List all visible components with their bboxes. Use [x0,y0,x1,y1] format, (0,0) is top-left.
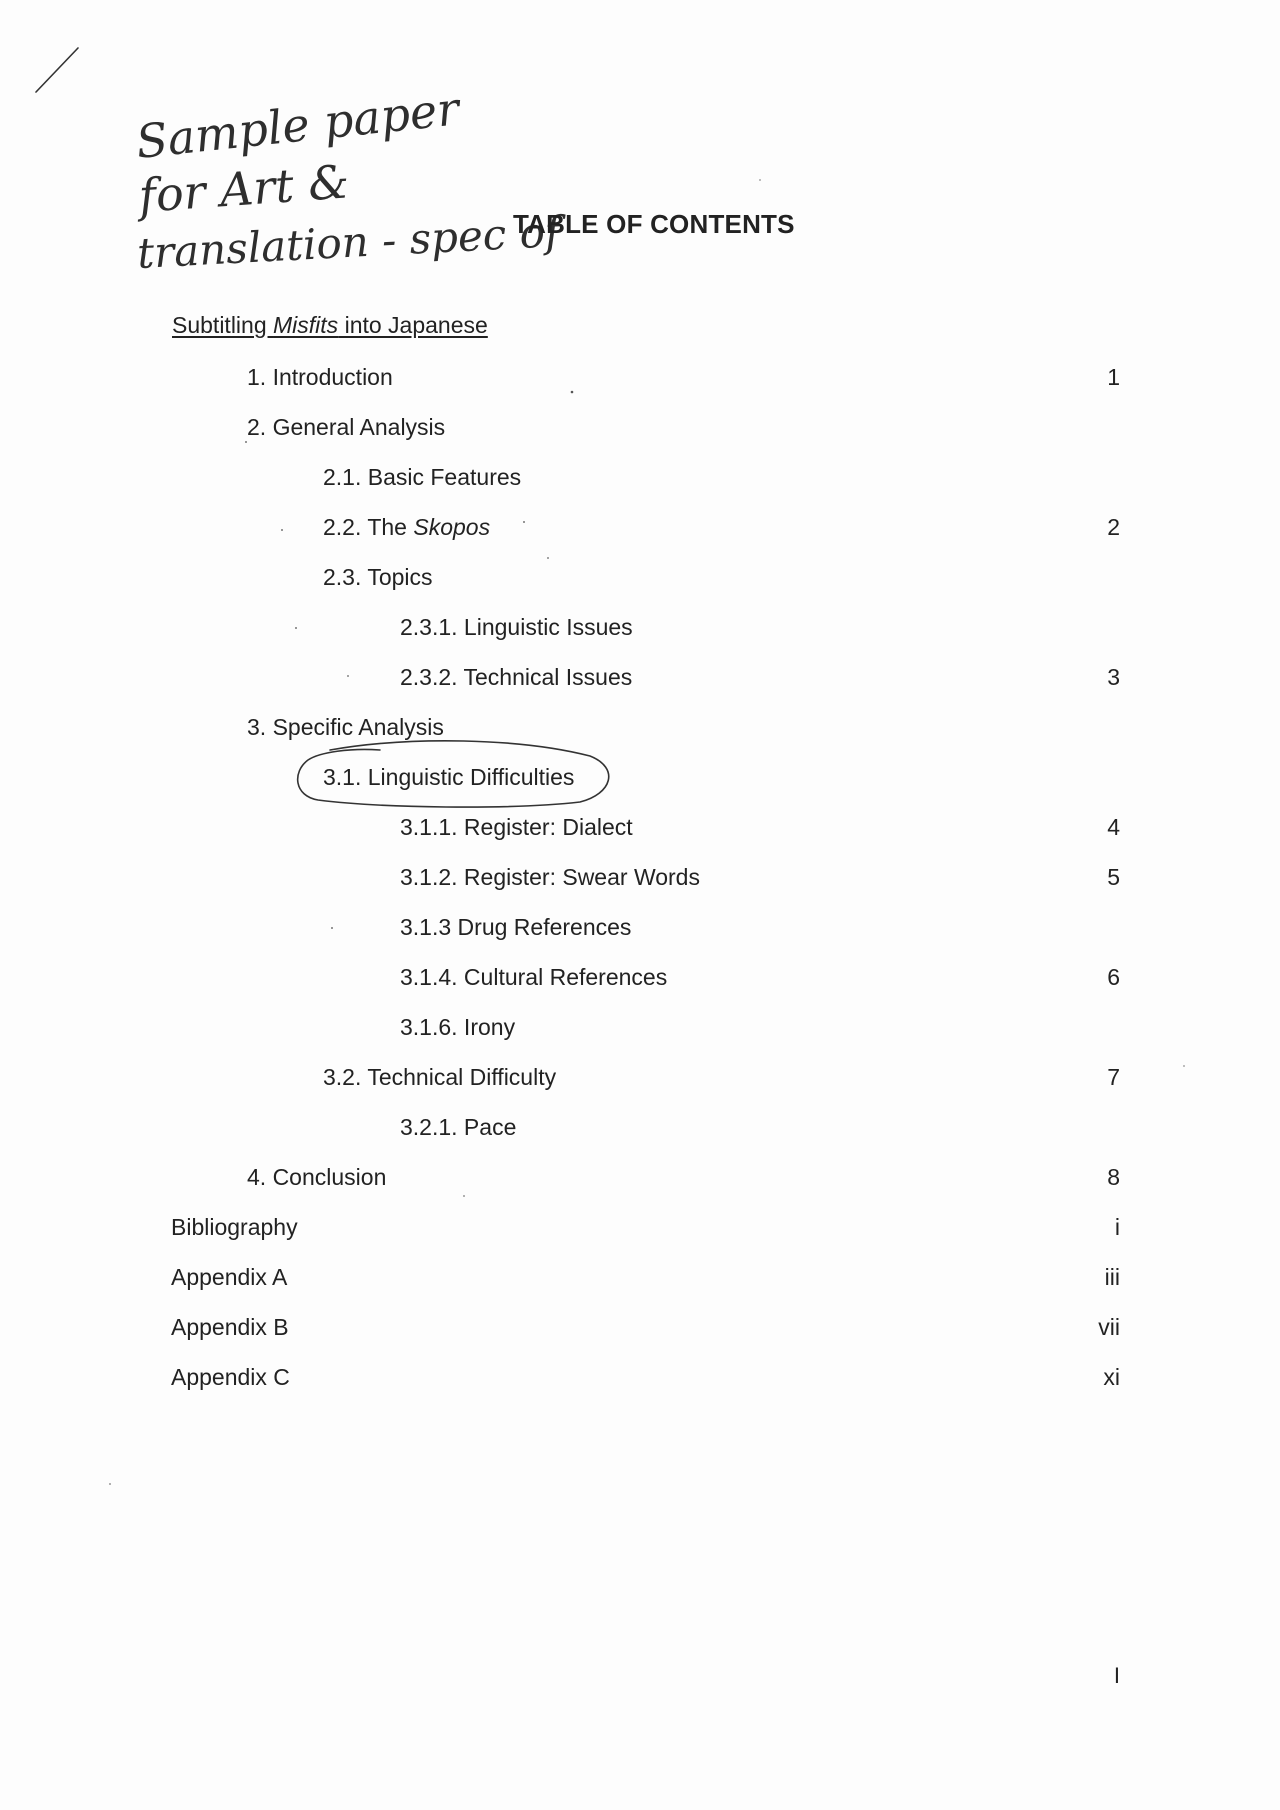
toc-entry-pace [0,1114,1280,1144]
toc-entry-label-prefix: 2.2. The [323,514,414,540]
toc-entry-linguistic-difficulties [0,764,1280,794]
toc-entry-technical-difficulty [0,1064,1280,1094]
toc-entry-drug-references [0,914,1280,944]
toc-entry-page: 7 [1107,1064,1120,1090]
document-subtitle [172,312,488,339]
toc-entry-label: 2. General Analysis [247,414,446,440]
toc-entry-label: 3.1. Linguistic Difficulties [323,764,575,790]
toc-entry-label: 3.1.1. Register: Dialect [400,814,633,840]
toc-entry-register-dialect [0,814,1280,844]
subtitle-after: into Japanese [338,312,488,338]
subtitle-before: Subtitling [172,312,274,338]
toc-entry-label: Appendix A [171,1264,288,1290]
toc-entry-technical-issues [0,664,1280,694]
toc-entry-introduction [0,364,1280,394]
subtitle-italic: Misfits [273,312,339,338]
page-title: TABLE OF CONTENTS [513,209,795,239]
toc-entry-label: 2.3.1. Linguistic Issues [400,614,633,640]
toc-entry-page: xi [1103,1364,1120,1390]
toc-entry-page: i [1114,1214,1120,1240]
toc-entry-label: 2.3. Topics [323,564,433,590]
toc-entry-label: Appendix B [171,1314,289,1340]
handwriting-line-3: translation - spec of [135,206,562,278]
toc-entry-appendix-c [0,1364,1280,1394]
toc-entry-label: 3.1.6. Irony [400,1014,516,1040]
handwritten-note [0,0,1280,320]
toc-entry-page: 6 [1107,964,1120,990]
toc-entry-conclusion [0,1164,1280,1194]
toc-entry-label: 4. Conclusion [247,1164,387,1190]
toc-entry-appendix-b [0,1314,1280,1344]
toc-entry-page: 4 [1107,814,1120,840]
toc-entry-page: 1 [1107,364,1120,390]
toc-entry-specific-analysis [0,714,1280,744]
handwriting-line-1: Sample paper [133,81,462,169]
toc-entry-topics [0,564,1280,594]
handwriting-line-2: for Art & [137,154,351,223]
toc-entry-label: 1. Introduction [247,364,393,390]
toc-entry-page: 5 [1107,864,1120,890]
toc-entry-label: 3.1.3 Drug References [400,914,632,940]
toc-entry-label: 3.2.1. Pace [400,1114,517,1140]
toc-entry-skopos [0,514,1280,544]
toc-entry-label: 3.2. Technical Difficulty [323,1064,557,1090]
toc-entry-bibliography [0,1214,1280,1244]
toc-entry-cultural-references [0,964,1280,994]
toc-entry-label: 2.1. Basic Features [323,464,522,490]
toc-entry-page: 3 [1107,664,1120,690]
toc-entry-appendix-a [0,1264,1280,1294]
toc-entry-register-swear-words [0,864,1280,894]
toc-entry-label-italic: Skopos [413,514,491,540]
toc-entry-page: 2 [1107,514,1120,540]
toc-entry-page: iii [1104,1264,1120,1290]
toc-entry-label: 3. Specific Analysis [247,714,444,740]
toc-entry-linguistic-issues [0,614,1280,644]
toc-entry-basic-features [0,464,1280,494]
toc-entry-label: 2.3.2. Technical Issues [400,664,633,690]
toc-entry-label: 3.1.4. Cultural References [400,964,668,990]
toc-entry-label: Appendix C [171,1364,290,1390]
toc-entry-page: vii [1098,1314,1120,1340]
toc-entry-page: 8 [1107,1164,1120,1190]
toc-entry-label [323,514,490,541]
page-number: I [1113,1663,1120,1688]
toc-entry-label: 3.1.2. Register: Swear Words [400,864,700,890]
toc-entry-label: Bibliography [171,1214,298,1240]
toc-entry-general-analysis [0,414,1280,444]
toc-entry-irony [0,1014,1280,1044]
